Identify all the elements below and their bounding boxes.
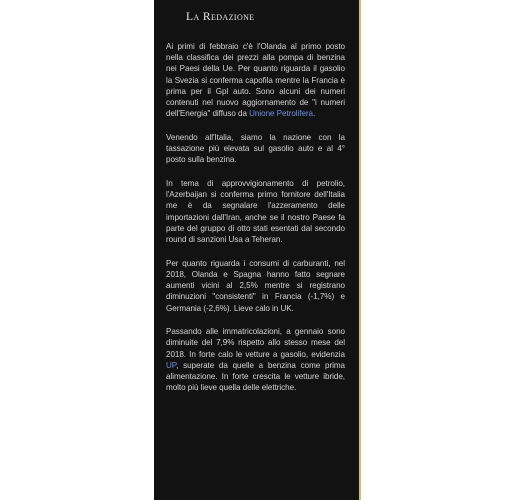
- unione-petrolifera-link[interactable]: Unione Petrolifera: [249, 109, 314, 119]
- paragraph-5-text: Passando alle immatricolazioni, a gennaio sono diminuite del 7,9% rispetto allo stesso mese del 2018. In forte calo le vetture a gasolio, evidenzia: [166, 327, 345, 359]
- paragraph-4-text: Per quanto riguarda i consumi di carburanti, nel 2018, Olanda e Spagna hanno fatto segnare aumenti vicini al 2,5% mentre si registrano diminuzioni "consistenti" in Francia (-1,7%) e Germania (-2,6%). Lieve calo in UK.: [166, 258, 345, 313]
- paragraph-5-end: , superate da quelle a benzina come prima alimentazione. In forte crescita le vetture ibride, molto più lieve quella delle elettriche.: [166, 360, 345, 393]
- paragraph-3: [166, 178, 345, 245]
- article-panel: [154, 0, 361, 500]
- paragraph-3-text: In tema di approvvigionamento di petrolio, l'Azerbaijan si conferma primo fornitore dell'Italia me è da segnalare l'azzeramento delle importazioni dall'Iran, anche se il nostro Paese fa parte del gruppo di otto stati esentati dal secondo round di sanzioni Usa a Teheran.: [166, 179, 345, 245]
- paragraph-1-end: .: [313, 109, 316, 119]
- article-header: La Redazione: [186, 11, 255, 23]
- paragraph-4: [166, 258, 345, 314]
- paragraph-2-text: Venendo all'Italia, siamo la nazione con la tassazione più elevata sul gasolio auto e al 4° posto sulla benzina.: [166, 132, 345, 165]
- paragraph-2: [166, 132, 345, 166]
- paragraph-5: [166, 326, 345, 393]
- up-link[interactable]: UP: [166, 360, 177, 370]
- paragraph-1-text: Ai primi di febbraio c'è l'Olanda al primo posto nella classifica dei prezzi alla pompa di benzina nei Paesi della Ue. Per quanto riguarda il gasolio la Svezia si conferma capofila mentre la Francia è prima per il Gpl auto. Sono alcuni dei numeri contenuti nel nuovo aggiornamento de "i numeri dell'Energia" diffuso da: [166, 42, 345, 119]
- paragraph-1: [166, 41, 345, 119]
